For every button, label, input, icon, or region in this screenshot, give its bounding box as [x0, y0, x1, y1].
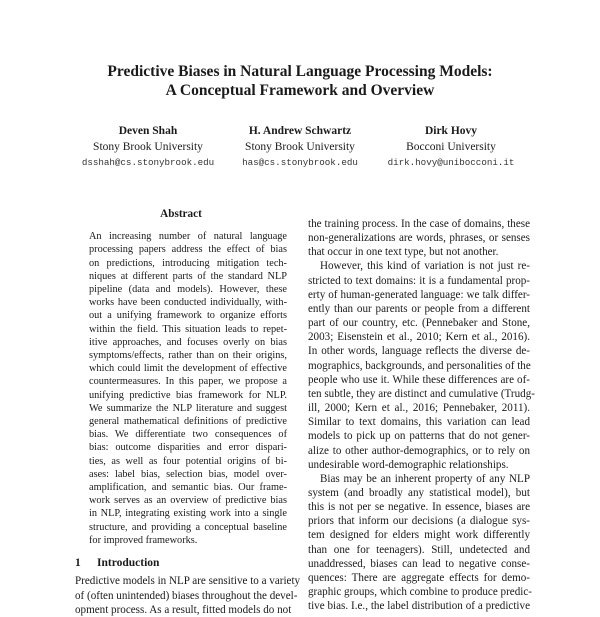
body-line: ten subtle, they are distinct and cumulative (Trudg-	[308, 387, 535, 400]
left-column	[75, 208, 301, 617]
body-line: ently than our parents or people from a different	[308, 302, 530, 315]
body-line: 2003; Eisenstein et al., 2010; Kern et al., 2016).	[308, 331, 530, 344]
author-name: H. Andrew Schwartz	[248, 125, 352, 137]
author-affiliation: Stony Brook University	[93, 141, 203, 153]
abstract-line: bias: outcome disparities and error dispari-	[89, 442, 287, 454]
author-affiliation: Bocconi University	[406, 141, 496, 153]
author-name: Dirk Hovy	[424, 125, 478, 137]
abstract-line: work serves as an overview of predictive bias	[89, 495, 287, 507]
body-line: than one for teenagers). Still, undetected and	[308, 543, 530, 556]
abstract-line: which could limit the development of effective	[89, 363, 287, 375]
body-line: tem designed for elders might work differently	[308, 529, 530, 542]
abstract-line: works have been conducted individually, with-	[89, 297, 287, 309]
body-line: undesirable word-demographic relationships.	[308, 458, 509, 471]
section-number: 1	[75, 557, 81, 570]
body-line: ill, 2000; Kern et al., 2016; Pennebaker, 2011).	[308, 402, 530, 415]
abstract-line: out a unifying framework to organize efforts	[89, 310, 287, 322]
paragraph-3	[308, 472, 530, 614]
author-name: Deven Shah	[118, 125, 178, 137]
intro-line: of (often unintended) biases throughout the devel-	[75, 589, 298, 602]
title-line-1: Predictive Biases in Natural Language Processing Models:	[107, 63, 493, 80]
body-line: tive bias. I.e., the label distribution of a predictive	[308, 600, 530, 613]
abstract-line: niques at different parts of the standard NLP	[89, 270, 287, 282]
abstract-line: amplification, and semantic bias. Our frame-	[89, 482, 287, 494]
body-line: part of our country, etc. (Pennebaker and Stone,	[308, 317, 530, 330]
abstract-line: structure, and providing a conceptual baseline	[89, 521, 287, 533]
abstract-line: general mathematical definitions of predictive	[89, 416, 287, 428]
paragraph-2	[308, 259, 535, 471]
abstract-body	[75, 230, 287, 547]
abstract-line: for improved frameworks.	[89, 534, 198, 546]
abstract-line: bias. We differentiate two consequences of	[89, 429, 287, 441]
body-line: unaddressed, biases can lead to negative conse-	[308, 557, 530, 570]
abstract-line: countermeasures. In this paper, we propose a	[89, 376, 287, 388]
body-line: that occur in one text type, but not another.	[308, 246, 499, 259]
body-line: Bias may be an inherent property of any NLP	[320, 472, 530, 485]
author-email: has@cs.stonybrook.edu	[242, 157, 358, 168]
abstract-line: processing papers address the effect of bias	[89, 244, 287, 256]
body-line: this is not per se negative. In essence, biases are	[308, 501, 530, 514]
abstract-line: within the field. This situation leads to repet-	[89, 323, 287, 335]
intro-line: opment process. As a result, fitted models do not	[75, 603, 292, 616]
abstract-heading: Abstract	[160, 208, 202, 220]
author-block-3	[366, 123, 536, 171]
body-line: erty of human-generated language: we talk differ-	[308, 288, 530, 301]
body-line: However, this kind of variation is not just re-	[320, 260, 530, 273]
body-line: quences: There are aggregate effects for demo-	[308, 571, 530, 584]
author-email: dsshah@cs.stonybrook.edu	[81, 157, 215, 168]
paper-title	[0, 62, 600, 100]
abstract-line: in NLP, integrating existing work into a single	[89, 508, 287, 520]
author-affiliation: Stony Brook University	[245, 141, 355, 153]
abstract-line: We summarize the NLP literature and suggest	[89, 402, 287, 414]
abstract-line: ties, as well as four potential origins of bi-	[89, 455, 287, 467]
author-block-2	[215, 123, 385, 171]
body-line: models to pick up on patterns that do not gener-	[308, 430, 530, 443]
right-column	[308, 217, 535, 613]
introduction-body	[75, 574, 301, 617]
body-line: non-generalizations are words, phrases, or senses	[308, 232, 530, 245]
author-block-1	[63, 123, 233, 171]
body-line: graphic groups, which combine to produce predic-	[308, 586, 532, 599]
body-line: Similar to text domains, this variation can lead	[308, 416, 530, 429]
body-line: priors that inform our decisions (a dialogue sys-	[308, 515, 530, 528]
body-line: In other words, language reflects the diverse de-	[308, 345, 530, 358]
author-email: dirk.hovy@unibocconi.it	[387, 157, 515, 168]
body-line: system (and broadly any statistical model), but	[308, 486, 530, 499]
abstract-line: on predictions, introducing mitigation tech-	[89, 257, 287, 269]
abstract-line: itive approaches, and focuses overly on bias	[89, 336, 287, 348]
abstract-line: symptoms/effects, rather than on their origins,	[89, 350, 287, 362]
abstract-line: pipeline (data and models). However, these	[89, 284, 287, 296]
intro-line: Predictive models in NLP are sensitive to a variety	[75, 575, 301, 588]
abstract-line: An increasing number of natural language	[89, 231, 287, 243]
abstract-line: ases: label bias, selection bias, model over-	[89, 468, 287, 480]
body-line: stricted to text domains: it is a fundamental prop-	[308, 274, 530, 287]
body-line: the training process. In the case of domains, these	[308, 218, 530, 230]
body-line: alize to other author-demographics, or to rely on	[308, 444, 530, 457]
body-line: mographics, backgrounds, and personalities of the	[308, 359, 531, 372]
body-line: people who use it. While these differences are of-	[308, 373, 530, 386]
abstract-line: unifying predictive bias framework for NLP.	[89, 389, 287, 401]
section-title: Introduction	[97, 557, 160, 570]
section-heading-introduction	[75, 557, 287, 570]
title-line-2: A Conceptual Framework and Overview	[165, 82, 435, 99]
paragraph-1	[308, 217, 530, 259]
